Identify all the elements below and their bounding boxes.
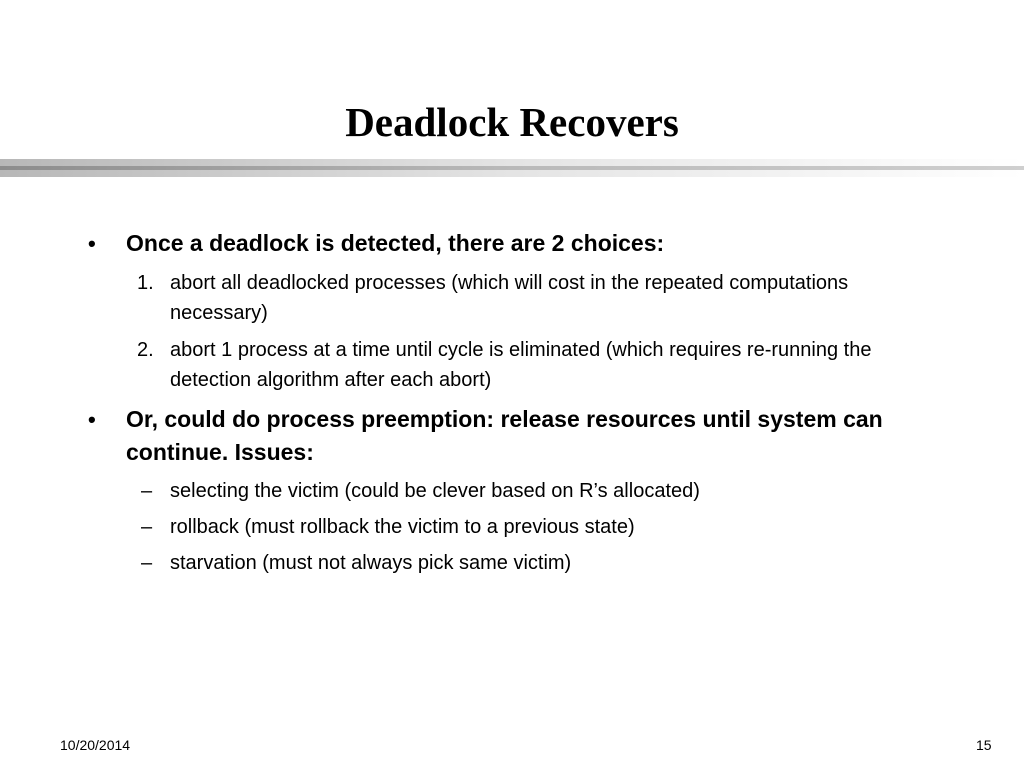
sub-item-text: abort all deadlocked processes (which will cost in the repeated computations necessary) [170,272,849,324]
bullet-text: Or, could do process preemption: release resources until system can continue. Issues: [126,406,883,465]
sub-item-text: starvation (must not always pick same victim) [170,552,572,574]
footer-date: 10/20/2014 [60,737,131,753]
sub-item [141,476,950,506]
bullet-dot-icon: • [88,231,96,256]
sub-item-text: rollback (must rollback the victim to a previous state) [170,516,635,538]
dash-marker: – [141,480,153,502]
sub-item-text: selecting the victim (could be clever based on R’s allocated) [170,480,700,502]
sub-item [141,548,950,578]
sub-item-number: 2. [137,339,154,361]
dash-marker: – [141,552,153,574]
sub-item [137,335,950,395]
sub-item [141,512,950,542]
bullet-dot-icon: • [88,407,96,432]
bullet-item [88,227,946,260]
page-number: 15 [976,737,992,753]
sub-item-text: abort 1 process at a time until cycle is eliminated (which requires re-running the detection algorithm after each abort) [170,339,872,391]
dash-marker: – [141,516,153,538]
slide-title: Deadlock Recovers [345,99,679,145]
bullet-text: Once a deadlock is detected, there are 2 choices: [126,230,665,256]
bullet-item [88,403,946,469]
sub-item [137,268,950,328]
sub-item-number: 1. [137,272,154,294]
